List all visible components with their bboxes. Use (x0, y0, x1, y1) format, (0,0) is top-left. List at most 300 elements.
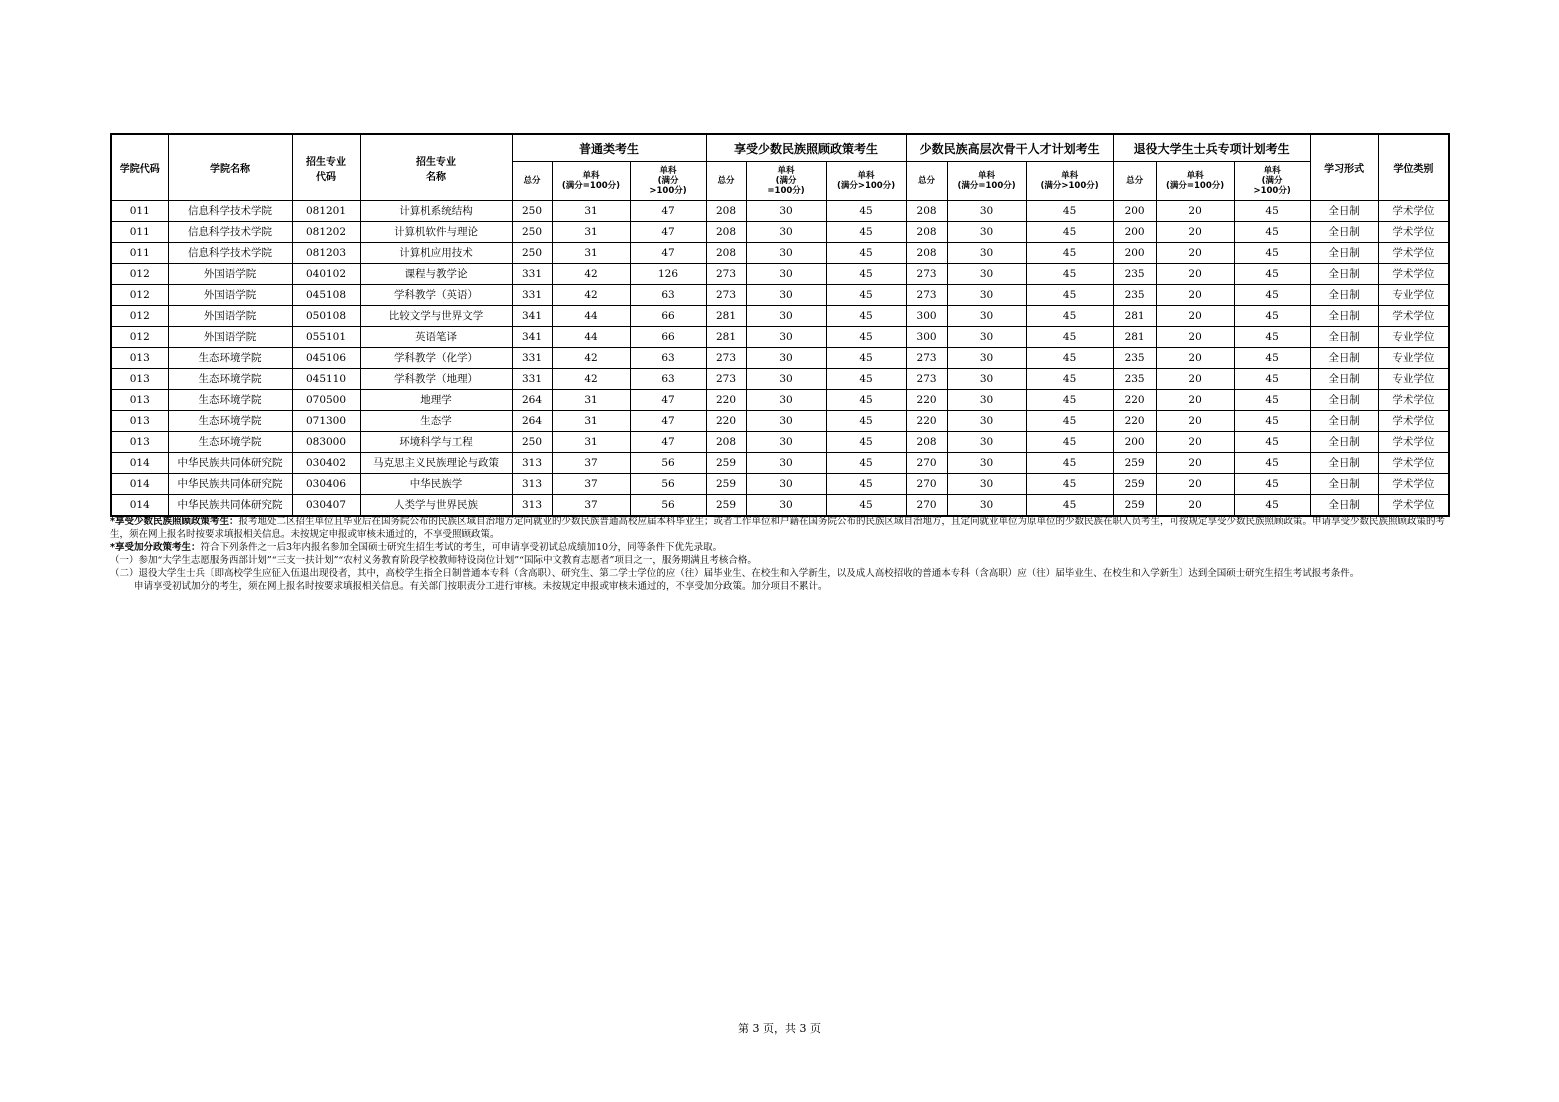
cell-veteran-total: 200 (1113, 201, 1156, 222)
score-table (110, 133, 1450, 517)
cell-minority-single-100: 30 (746, 201, 826, 222)
cell-college-code: 012 (111, 285, 168, 306)
cell-study-mode: 全日制 (1310, 369, 1378, 390)
cell-general-total: 264 (512, 390, 552, 411)
cell-college-code: 011 (111, 243, 168, 264)
cell-study-mode: 全日制 (1310, 495, 1378, 517)
cell-veteran-single-100: 20 (1156, 201, 1234, 222)
cell-general-single-gt100: 63 (630, 348, 706, 369)
cell-veteran-total: 200 (1113, 432, 1156, 453)
cell-college-code: 013 (111, 348, 168, 369)
cell-general-single-100: 42 (552, 369, 630, 390)
cell-talent-single-100: 30 (947, 306, 1026, 327)
cell-general-single-100: 37 (552, 495, 630, 517)
cell-college-code: 013 (111, 411, 168, 432)
cell-talent-single-100: 30 (947, 453, 1026, 474)
subheader-single-gt100: 单科 (满分>100分) (1026, 162, 1113, 201)
cell-veteran-single-100: 20 (1156, 474, 1234, 495)
cell-minority-single-100: 30 (746, 453, 826, 474)
cell-minority-single-100: 30 (746, 306, 826, 327)
cell-talent-total: 220 (906, 411, 947, 432)
cell-veteran-single-gt100: 45 (1234, 201, 1310, 222)
cell-talent-single-100: 30 (947, 432, 1026, 453)
cell-veteran-single-100: 20 (1156, 306, 1234, 327)
table-row (111, 222, 1449, 243)
cell-study-mode: 全日制 (1310, 390, 1378, 411)
cell-talent-single-gt100: 45 (1026, 411, 1113, 432)
cell-general-total: 341 (512, 306, 552, 327)
cell-veteran-total: 259 (1113, 453, 1156, 474)
cell-college-name: 中华民族共同体研究院 (168, 474, 292, 495)
cell-college-name: 信息科学技术学院 (168, 243, 292, 264)
cell-veteran-total: 259 (1113, 474, 1156, 495)
cell-veteran-total: 220 (1113, 390, 1156, 411)
cell-general-total: 341 (512, 327, 552, 348)
cell-general-single-100: 31 (552, 390, 630, 411)
cell-college-name: 生态环境学院 (168, 390, 292, 411)
cell-major-code: 071300 (292, 411, 360, 432)
cell-general-single-gt100: 47 (630, 243, 706, 264)
cell-veteran-total: 235 (1113, 348, 1156, 369)
cell-college-code: 013 (111, 390, 168, 411)
cell-major-code: 045108 (292, 285, 360, 306)
cell-college-code: 011 (111, 222, 168, 243)
cell-general-single-gt100: 63 (630, 369, 706, 390)
cell-major-code: 040102 (292, 264, 360, 285)
cell-general-single-gt100: 47 (630, 432, 706, 453)
cell-major-name: 中华民族学 (360, 474, 512, 495)
cell-degree-type: 学术学位 (1378, 474, 1449, 495)
cell-major-name: 地理学 (360, 390, 512, 411)
cell-veteran-total: 235 (1113, 285, 1156, 306)
header-group-general: 普通类考生 (512, 134, 706, 162)
cell-veteran-single-gt100: 45 (1234, 222, 1310, 243)
table-row (111, 495, 1449, 517)
cell-college-name: 中华民族共同体研究院 (168, 495, 292, 517)
cell-minority-total: 208 (706, 222, 746, 243)
cell-study-mode: 全日制 (1310, 348, 1378, 369)
cell-minority-single-100: 30 (746, 243, 826, 264)
cell-general-single-100: 37 (552, 453, 630, 474)
cell-veteran-total: 235 (1113, 264, 1156, 285)
cell-veteran-single-100: 20 (1156, 495, 1234, 517)
cell-minority-single-gt100: 45 (826, 390, 906, 411)
note-bonus (110, 541, 1448, 554)
cell-major-name: 计算机软件与理论 (360, 222, 512, 243)
note-bonus-label: *享受加分政策考生： (110, 542, 201, 553)
cell-talent-single-gt100: 45 (1026, 201, 1113, 222)
cell-veteran-single-gt100: 45 (1234, 327, 1310, 348)
subheader-single-gt100: 单科 (满分 >100分) (630, 162, 706, 201)
cell-study-mode: 全日制 (1310, 243, 1378, 264)
cell-major-name: 英语笔译 (360, 327, 512, 348)
subheader-total: 总分 (906, 162, 947, 201)
cell-veteran-single-100: 20 (1156, 243, 1234, 264)
cell-talent-single-100: 30 (947, 390, 1026, 411)
cell-talent-single-gt100: 45 (1026, 369, 1113, 390)
cell-major-name: 环境科学与工程 (360, 432, 512, 453)
cell-degree-type: 学术学位 (1378, 201, 1449, 222)
cell-veteran-single-gt100: 45 (1234, 306, 1310, 327)
cell-study-mode: 全日制 (1310, 222, 1378, 243)
note-item-1: （一）参加“大学生志愿服务西部计划”“三支一扶计划”“农村义务教育阶段学校教师特设岗位计划”“国际中文教育志愿者”项目之一，服务期满且考核合格。 (110, 555, 757, 566)
cell-college-code: 011 (111, 201, 168, 222)
cell-college-name: 中华民族共同体研究院 (168, 453, 292, 474)
cell-veteran-single-100: 20 (1156, 264, 1234, 285)
cell-talent-total: 208 (906, 432, 947, 453)
cell-minority-single-100: 30 (746, 474, 826, 495)
table-row (111, 327, 1449, 348)
cell-major-code: 081203 (292, 243, 360, 264)
cell-talent-total: 270 (906, 453, 947, 474)
cell-major-code: 055101 (292, 327, 360, 348)
cell-talent-single-gt100: 45 (1026, 348, 1113, 369)
cell-general-total: 331 (512, 369, 552, 390)
notes-section (110, 515, 1448, 593)
cell-veteran-single-100: 20 (1156, 348, 1234, 369)
cell-talent-single-100: 30 (947, 243, 1026, 264)
header-group-veteran: 退役大学生士兵专项计划考生 (1113, 134, 1310, 162)
cell-veteran-total: 281 (1113, 306, 1156, 327)
subheader-single-100: 单科 (满分=100分) (947, 162, 1026, 201)
cell-college-name: 信息科学技术学院 (168, 201, 292, 222)
note-closing: 申请享受初试加分的考生，须在网上报名时按要求填报相关信息。有关部门按职责分工进行审核。未按规定申报或审核未通过的，不享受加分政策。加分项目不累计。 (134, 581, 828, 592)
cell-talent-single-100: 30 (947, 369, 1026, 390)
cell-college-name: 外国语学院 (168, 264, 292, 285)
cell-veteran-single-100: 20 (1156, 390, 1234, 411)
cell-talent-total: 300 (906, 327, 947, 348)
cell-major-code: 081202 (292, 222, 360, 243)
note-bonus-text: 符合下列条件之一后3年内报名参加全国硕士研究生招生考试的考生，可申请享受初试总成绩加10分，同等条件下优先录取。 (200, 542, 723, 553)
cell-minority-total: 273 (706, 264, 746, 285)
cell-college-name: 外国语学院 (168, 306, 292, 327)
cell-talent-single-100: 30 (947, 348, 1026, 369)
cell-veteran-total: 200 (1113, 222, 1156, 243)
cell-veteran-single-gt100: 45 (1234, 348, 1310, 369)
cell-major-name: 比较文学与世界文学 (360, 306, 512, 327)
cell-general-single-100: 44 (552, 327, 630, 348)
cell-major-code: 081201 (292, 201, 360, 222)
cell-general-single-100: 42 (552, 348, 630, 369)
cell-talent-total: 208 (906, 222, 947, 243)
cell-study-mode: 全日制 (1310, 264, 1378, 285)
cell-college-code: 014 (111, 474, 168, 495)
note-minority (110, 515, 1448, 541)
cell-major-code: 050108 (292, 306, 360, 327)
cell-minority-single-gt100: 45 (826, 243, 906, 264)
cell-college-code: 013 (111, 369, 168, 390)
cell-study-mode: 全日制 (1310, 201, 1378, 222)
cell-general-total: 313 (512, 474, 552, 495)
cell-talent-total: 208 (906, 243, 947, 264)
cell-general-total: 250 (512, 201, 552, 222)
cell-minority-single-100: 30 (746, 390, 826, 411)
subheader-single-100: 单科 (满分 =100分) (746, 162, 826, 201)
header-major-code: 招生专业 代码 (292, 134, 360, 201)
cell-minority-single-gt100: 45 (826, 411, 906, 432)
table-row (111, 369, 1449, 390)
cell-general-single-100: 31 (552, 432, 630, 453)
cell-degree-type: 学术学位 (1378, 222, 1449, 243)
cell-veteran-total: 200 (1113, 243, 1156, 264)
note-minority-text: 报考地处二区招生单位且毕业后在国务院公布的民族区域自治地方定向就业的少数民族普通高校应届本科毕业生；或者工作单位和户籍在国务院公布的民族区域自治地方，且定向就业单位为原单位的少数民族在职人员考生，可按规定享受少数民族照顾政策。申请享受少数民族照顾政策的考生，须在网上报名时按要求填报相关信息。未按规定申报或审核未通过的，不享受照顾政策。 (110, 516, 1445, 540)
cell-college-code: 012 (111, 306, 168, 327)
header-group-minority: 享受少数民族照顾政策考生 (706, 134, 906, 162)
cell-college-name: 外国语学院 (168, 327, 292, 348)
cell-talent-single-100: 30 (947, 285, 1026, 306)
cell-minority-single-100: 30 (746, 264, 826, 285)
cell-veteran-single-100: 20 (1156, 453, 1234, 474)
cell-degree-type: 专业学位 (1378, 348, 1449, 369)
cell-general-single-100: 31 (552, 201, 630, 222)
cell-college-code: 012 (111, 327, 168, 348)
cell-major-name: 人类学与世界民族 (360, 495, 512, 517)
cell-veteran-single-gt100: 45 (1234, 453, 1310, 474)
cell-general-single-gt100: 47 (630, 201, 706, 222)
cell-college-name: 信息科学技术学院 (168, 222, 292, 243)
cell-veteran-single-gt100: 45 (1234, 411, 1310, 432)
table-row (111, 453, 1449, 474)
cell-talent-total: 300 (906, 306, 947, 327)
cell-minority-single-gt100: 45 (826, 285, 906, 306)
cell-veteran-single-gt100: 45 (1234, 390, 1310, 411)
cell-minority-total: 220 (706, 390, 746, 411)
cell-study-mode: 全日制 (1310, 474, 1378, 495)
cell-talent-single-gt100: 45 (1026, 495, 1113, 517)
cell-general-single-100: 31 (552, 222, 630, 243)
cell-major-code: 070500 (292, 390, 360, 411)
subheader-single-100: 单科 (满分=100分) (552, 162, 630, 201)
cell-talent-total: 273 (906, 285, 947, 306)
cell-minority-single-100: 30 (746, 285, 826, 306)
cell-minority-total: 273 (706, 348, 746, 369)
cell-talent-total: 208 (906, 201, 947, 222)
cell-major-name: 学科教学（地理） (360, 369, 512, 390)
cell-degree-type: 学术学位 (1378, 306, 1449, 327)
cell-talent-single-100: 30 (947, 201, 1026, 222)
cell-general-single-gt100: 63 (630, 285, 706, 306)
cell-minority-single-gt100: 45 (826, 264, 906, 285)
cell-minority-single-gt100: 45 (826, 453, 906, 474)
cell-minority-single-gt100: 45 (826, 306, 906, 327)
table-row (111, 348, 1449, 369)
cell-veteran-total: 281 (1113, 327, 1156, 348)
cell-talent-single-gt100: 45 (1026, 285, 1113, 306)
cell-talent-total: 270 (906, 495, 947, 517)
cell-degree-type: 学术学位 (1378, 495, 1449, 517)
cell-veteran-total: 235 (1113, 369, 1156, 390)
cell-degree-type: 学术学位 (1378, 411, 1449, 432)
cell-college-name: 外国语学院 (168, 285, 292, 306)
cell-talent-single-gt100: 45 (1026, 264, 1113, 285)
cell-talent-total: 273 (906, 348, 947, 369)
table-row (111, 411, 1449, 432)
table-row (111, 306, 1449, 327)
cell-talent-single-100: 30 (947, 222, 1026, 243)
table-row (111, 474, 1449, 495)
page-footer: 第 3 页，共 3 页 (738, 1022, 821, 1035)
score-table-body (111, 201, 1449, 517)
cell-talent-single-gt100: 45 (1026, 390, 1113, 411)
note-item-2: （二）退役大学生士兵〔即高校学生应征入伍退出现役者，其中，高校学生指全日制普通本专科（含高职）、研究生、第二学士学位的应（往）届毕业生、在校生和入学新生，以及成人高校招收的普通本专科（含高职）应（往）届毕业生、在校生和入学新生〕达到全国硕士研究生招生考试报考条件。 (110, 568, 1360, 579)
cell-general-total: 331 (512, 264, 552, 285)
cell-major-name: 马克思主义民族理论与政策 (360, 453, 512, 474)
cell-general-total: 331 (512, 285, 552, 306)
cell-veteran-single-gt100: 45 (1234, 495, 1310, 517)
cell-study-mode: 全日制 (1310, 285, 1378, 306)
cell-general-single-gt100: 56 (630, 495, 706, 517)
cell-talent-single-100: 30 (947, 495, 1026, 517)
subheader-total: 总分 (512, 162, 552, 201)
cell-general-total: 313 (512, 453, 552, 474)
cell-minority-single-gt100: 45 (826, 222, 906, 243)
cell-minority-total: 220 (706, 411, 746, 432)
table-row (111, 264, 1449, 285)
cell-study-mode: 全日制 (1310, 411, 1378, 432)
cell-minority-single-100: 30 (746, 327, 826, 348)
header-degree-type: 学位类别 (1378, 134, 1449, 201)
cell-talent-single-100: 30 (947, 411, 1026, 432)
cell-general-single-gt100: 47 (630, 411, 706, 432)
cell-study-mode: 全日制 (1310, 306, 1378, 327)
subheader-single-100: 单科 (满分=100分) (1156, 162, 1234, 201)
header-study-mode: 学习形式 (1310, 134, 1378, 201)
cell-minority-single-100: 30 (746, 348, 826, 369)
cell-talent-single-gt100: 45 (1026, 306, 1113, 327)
cell-talent-single-gt100: 45 (1026, 474, 1113, 495)
cell-degree-type: 学术学位 (1378, 432, 1449, 453)
cell-minority-single-gt100: 45 (826, 327, 906, 348)
cell-talent-single-gt100: 45 (1026, 453, 1113, 474)
cell-minority-total: 281 (706, 306, 746, 327)
cell-minority-total: 208 (706, 243, 746, 264)
header-group-minority-talent: 少数民族高层次骨干人才计划考生 (906, 134, 1113, 162)
table-row (111, 201, 1449, 222)
cell-minority-single-gt100: 45 (826, 201, 906, 222)
cell-college-code: 014 (111, 453, 168, 474)
cell-talent-total: 273 (906, 264, 947, 285)
cell-major-code: 030407 (292, 495, 360, 517)
cell-minority-single-100: 30 (746, 495, 826, 517)
cell-talent-single-gt100: 45 (1026, 222, 1113, 243)
cell-minority-total: 208 (706, 432, 746, 453)
cell-talent-single-100: 30 (947, 264, 1026, 285)
cell-general-total: 250 (512, 222, 552, 243)
cell-general-single-gt100: 66 (630, 327, 706, 348)
cell-general-single-100: 42 (552, 264, 630, 285)
table-row (111, 390, 1449, 411)
cell-college-name: 生态环境学院 (168, 432, 292, 453)
cell-minority-single-gt100: 45 (826, 495, 906, 517)
cell-minority-single-100: 30 (746, 432, 826, 453)
cell-degree-type: 专业学位 (1378, 327, 1449, 348)
cell-general-single-100: 44 (552, 306, 630, 327)
cell-general-total: 250 (512, 243, 552, 264)
cell-study-mode: 全日制 (1310, 432, 1378, 453)
cell-study-mode: 全日制 (1310, 453, 1378, 474)
cell-talent-single-gt100: 45 (1026, 243, 1113, 264)
cell-major-code: 030406 (292, 474, 360, 495)
cell-college-name: 生态环境学院 (168, 411, 292, 432)
cell-college-code: 013 (111, 432, 168, 453)
subheader-total: 总分 (1113, 162, 1156, 201)
note-minority-label: *享受少数民族照顾政策考生： (110, 516, 239, 527)
cell-general-single-gt100: 126 (630, 264, 706, 285)
cell-general-total: 331 (512, 348, 552, 369)
cell-talent-total: 220 (906, 390, 947, 411)
table-row (111, 285, 1449, 306)
cell-major-name: 计算机系统结构 (360, 201, 512, 222)
cell-general-single-gt100: 56 (630, 474, 706, 495)
cell-veteran-single-100: 20 (1156, 285, 1234, 306)
header-major-name: 招生专业 名称 (360, 134, 512, 201)
cell-talent-total: 273 (906, 369, 947, 390)
cell-veteran-total: 220 (1113, 411, 1156, 432)
cell-talent-total: 270 (906, 474, 947, 495)
cell-major-code: 045106 (292, 348, 360, 369)
cell-degree-type: 专业学位 (1378, 285, 1449, 306)
cell-veteran-single-gt100: 45 (1234, 285, 1310, 306)
subheader-single-gt100: 单科 (满分 >100分) (1234, 162, 1310, 201)
cell-veteran-single-100: 20 (1156, 369, 1234, 390)
cell-college-name: 生态环境学院 (168, 348, 292, 369)
cell-minority-total: 259 (706, 453, 746, 474)
cell-talent-single-gt100: 45 (1026, 327, 1113, 348)
cell-minority-single-gt100: 45 (826, 432, 906, 453)
cell-veteran-single-gt100: 45 (1234, 432, 1310, 453)
cell-degree-type: 学术学位 (1378, 243, 1449, 264)
cell-talent-single-100: 30 (947, 327, 1026, 348)
cell-degree-type: 学术学位 (1378, 390, 1449, 411)
cell-major-name: 计算机应用技术 (360, 243, 512, 264)
cell-degree-type: 专业学位 (1378, 369, 1449, 390)
table-row (111, 432, 1449, 453)
cell-minority-total: 273 (706, 369, 746, 390)
cell-general-single-100: 42 (552, 285, 630, 306)
cell-minority-single-100: 30 (746, 222, 826, 243)
cell-general-single-gt100: 47 (630, 222, 706, 243)
cell-minority-total: 273 (706, 285, 746, 306)
cell-general-single-gt100: 47 (630, 390, 706, 411)
cell-veteran-single-gt100: 45 (1234, 264, 1310, 285)
cell-major-name: 课程与教学论 (360, 264, 512, 285)
cell-degree-type: 学术学位 (1378, 453, 1449, 474)
subheader-single-gt100: 单科 (满分>100分) (826, 162, 906, 201)
cell-minority-single-100: 30 (746, 411, 826, 432)
cell-veteran-single-100: 20 (1156, 411, 1234, 432)
cell-general-single-gt100: 56 (630, 453, 706, 474)
cell-minority-single-gt100: 45 (826, 348, 906, 369)
cell-college-name: 生态环境学院 (168, 369, 292, 390)
cell-major-code: 030402 (292, 453, 360, 474)
cell-veteran-single-gt100: 45 (1234, 474, 1310, 495)
cell-general-total: 264 (512, 411, 552, 432)
cell-general-total: 250 (512, 432, 552, 453)
subheader-total: 总分 (706, 162, 746, 201)
cell-veteran-single-100: 20 (1156, 327, 1234, 348)
cell-general-single-100: 31 (552, 243, 630, 264)
cell-minority-total: 281 (706, 327, 746, 348)
cell-minority-total: 259 (706, 474, 746, 495)
cell-minority-single-gt100: 45 (826, 369, 906, 390)
cell-talent-single-100: 30 (947, 474, 1026, 495)
cell-veteran-single-gt100: 45 (1234, 243, 1310, 264)
cell-minority-total: 208 (706, 201, 746, 222)
cell-talent-single-gt100: 45 (1026, 432, 1113, 453)
cell-study-mode: 全日制 (1310, 327, 1378, 348)
cell-college-code: 014 (111, 495, 168, 517)
table-row (111, 243, 1449, 264)
